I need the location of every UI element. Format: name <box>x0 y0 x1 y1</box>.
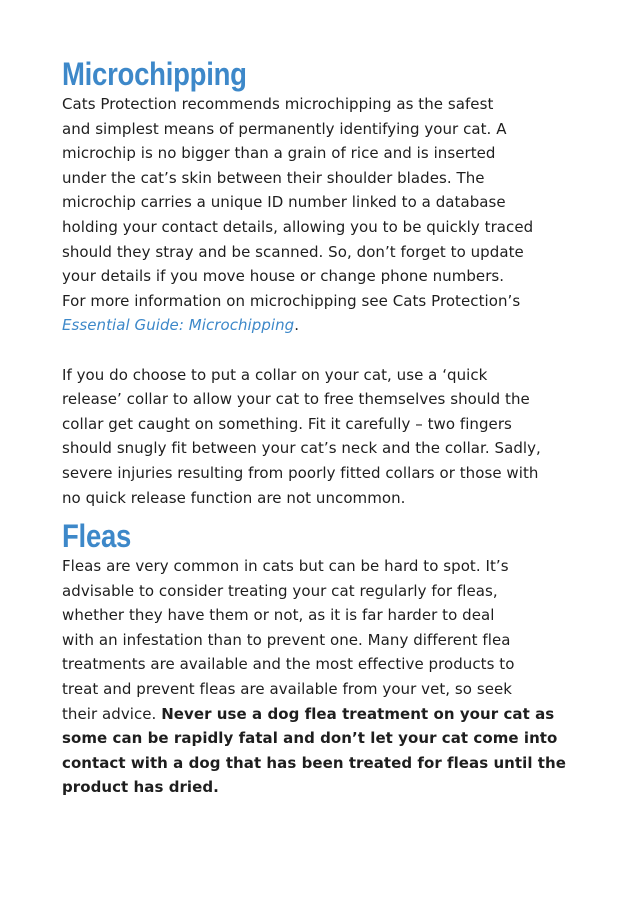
fleas-paragraph <box>62 554 602 800</box>
text-line: Fleas are very common in cats but can be hard to spot. It’s <box>62 557 509 576</box>
warning-line: some can be rapidly fatal and don’t let your cat come into <box>62 729 558 748</box>
text-line: For more information on microchipping see Cats Protection’s <box>62 291 521 310</box>
text-line: your details if you move house or change phone numbers. <box>62 267 505 286</box>
text-line: treat and prevent fleas are available from your vet, so seek <box>62 680 512 699</box>
warning-line: contact with a dog that has been treated for fleas until the <box>62 753 566 772</box>
text-line: If you do choose to put a collar on your cat, use a ‘quick <box>62 365 488 384</box>
mixed-text-line <box>62 702 602 727</box>
text-line: and simplest means of permanently identifying your cat. A <box>62 119 507 138</box>
text-line: should snugly fit between your cat’s neck and the collar. Sadly, <box>62 439 541 458</box>
regular-text: their advice. <box>62 704 162 723</box>
text-line: advisable to consider treating your cat regularly for fleas, <box>62 581 498 600</box>
text-line: under the cat’s skin between their shoulder blades. The <box>62 168 485 187</box>
text-line: with an infestation than to prevent one. Many different flea <box>62 630 511 649</box>
microchipping-paragraph <box>62 92 602 338</box>
sentence-end: . <box>294 316 300 335</box>
text-line: microchip carries a unique ID number linked to a database <box>62 193 506 212</box>
text-line: whether they have them or not, as it is far harder to deal <box>62 606 495 625</box>
text-line: microchip is no bigger than a grain of rice and is inserted <box>62 144 496 163</box>
warning-line: product has dried. <box>62 778 219 797</box>
text-line: should they stray and be scanned. So, don’t forget to update <box>62 242 524 261</box>
warning-text: Never use a dog flea treatment on your cat as <box>161 704 555 723</box>
paragraph-gap <box>62 338 602 363</box>
section-heading-fleas: Fleas <box>62 518 132 555</box>
text-line: Cats Protection recommends microchipping as the safest <box>62 95 494 113</box>
text-line: holding your contact details, allowing you to be quickly traced <box>62 217 534 236</box>
section-heading-microchipping: Microchipping <box>62 56 247 92</box>
text-line: no quick release function are not uncommon. <box>62 488 406 507</box>
collar-paragraph <box>62 363 602 511</box>
text-line-with-link <box>62 313 602 338</box>
text-line: severe injuries resulting from poorly fitted collars or those with <box>62 463 539 482</box>
essential-guide-link[interactable]: Essential Guide: Microchipping <box>62 316 295 335</box>
text-line: treatments are available and the most effective products to <box>62 655 515 674</box>
text-line: collar get caught on something. Fit it carefully – two fingers <box>62 414 512 433</box>
text-line: release’ collar to allow your cat to free themselves should the <box>62 390 530 409</box>
document-page <box>62 56 602 800</box>
